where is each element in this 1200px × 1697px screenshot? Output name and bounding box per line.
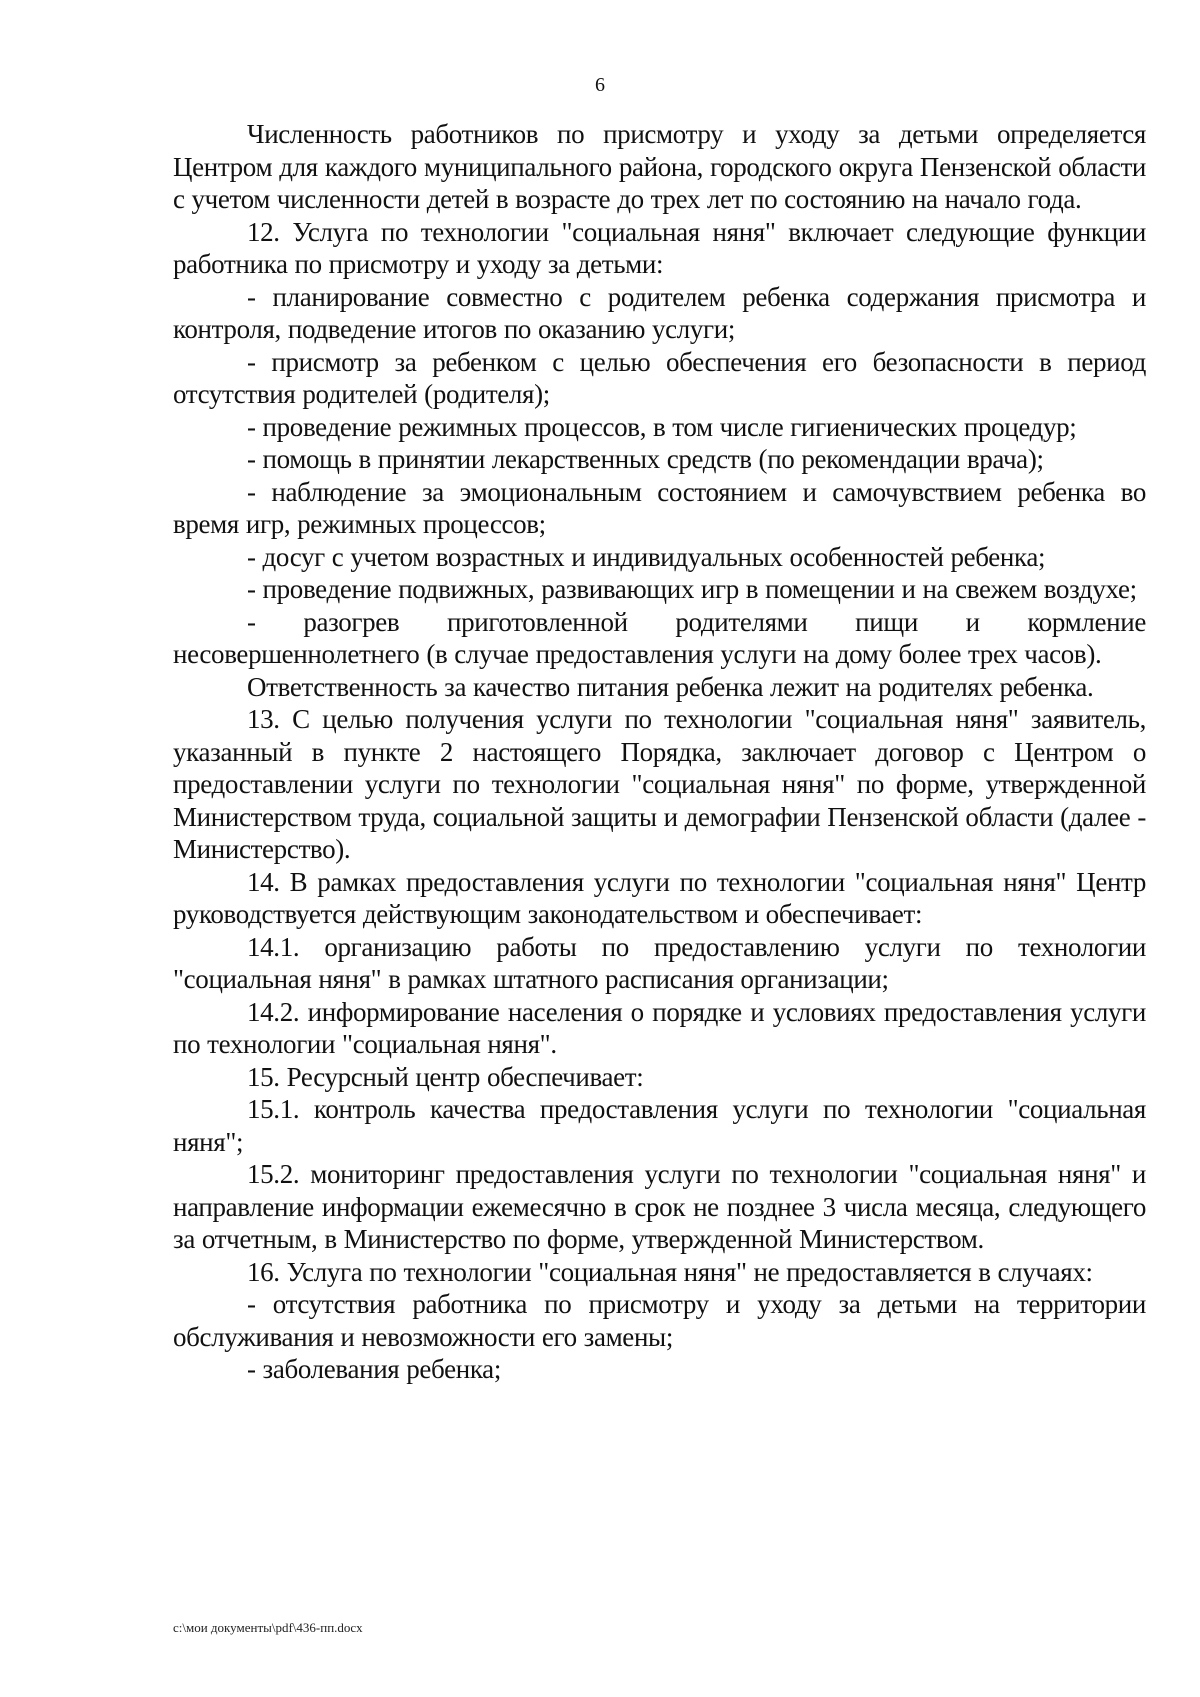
paragraph-12: 12. Услуга по технологии "социальная няня" включает следующие функции работника по присмотру и уходу за детьми:: [173, 216, 1146, 279]
list-item-observation: - наблюдение за эмоциональным состоянием и самочувствием ребенка во время игр, режимных процессов;: [173, 476, 1146, 539]
list-item-worker-absence: - отсутствия работника по присмотру и уходу за детьми на территории обслуживания и невозможности его замены;: [173, 1289, 1146, 1352]
list-item-supervision: - присмотр за ребенком с целью обеспечения его безопасности в период отсутствия родителей (родителя);: [173, 346, 1146, 409]
list-item-games: - проведение подвижных, развивающих игр в помещении и на свежем воздухе;: [247, 574, 1137, 604]
paragraph-15-1: 15.1. контроль качества предоставления услуги по технологии "социальная няня";: [173, 1094, 1146, 1157]
list-item-leisure: - досуг с учетом возрастных и индивидуальных особенностей ребенка;: [247, 541, 1046, 572]
document-body: [173, 118, 1146, 1386]
paragraph-13: 13. С целью получения услуги по технологии "социальная няня" заявитель, указанный в пункте 2 настоящего Порядка, заключает договор с Центром о предоставлении услуги по технологии "социальная няня" по форме, утвержденной Министерством труда, социальной защиты и демографии Пензенской области (далее - Министерство).: [173, 704, 1146, 864]
footer-file-path: c:\мои документы\pdf\436-пп.docx: [173, 1620, 363, 1635]
list-item-routine: - проведение режимных процессов, в том числе гигиенических процедур;: [247, 411, 1077, 442]
paragraph-nutrition-responsibility: Ответственность за качество питания ребенка лежит на родителях ребенка.: [247, 671, 1094, 702]
list-item-planning: - планирование совместно с родителем ребенка содержания присмотра и контроля, подведение итогов по оказанию услуги;: [173, 281, 1146, 344]
paragraph-16: 16. Услуга по технологии "социальная няня" не предоставляется в случаях:: [247, 1256, 1093, 1287]
paragraph-14-1: 14.1. организацию работы по предоставлению услуги по технологии "социальная няня" в рамках штатного расписания организации;: [173, 931, 1146, 994]
paragraph-14: 14. В рамках предоставления услуги по технологии "социальная няня" Центр руководствуется действующим законодательством и обеспечивает:: [173, 866, 1146, 929]
list-item-feeding: - разогрев приготовленной родителями пищи и кормление несовершеннолетнего (в случае предоставления услуги на дому более трех часов).: [173, 606, 1146, 669]
page-number: 6: [595, 74, 605, 96]
paragraph-15-2: 15.2. мониторинг предоставления услуги по технологии "социальная няня" и направление информации ежемесячно в срок не позднее 3 числа месяца, следующего за отчетным, в Министерство по форме, утвержденной Министерством.: [173, 1159, 1146, 1254]
paragraph-staff-count: Численность работников по присмотру и уходу за детьми определяется Центром для каждого муниципального района, городского округа Пензенской области с учетом численности детей в возрасте до трех лет по состоянию на начало года.: [173, 119, 1146, 214]
paragraph-15: 15. Ресурсный центр обеспечивает:: [247, 1061, 644, 1092]
list-item-medication: - помощь в принятии лекарственных средств (по рекомендации врача);: [247, 444, 1044, 474]
list-item-child-illness: - заболевания ребенка;: [247, 1354, 501, 1384]
paragraph-14-2: 14.2. информирование населения о порядке и условиях предоставления услуги по технологии "социальная няня".: [173, 996, 1146, 1059]
